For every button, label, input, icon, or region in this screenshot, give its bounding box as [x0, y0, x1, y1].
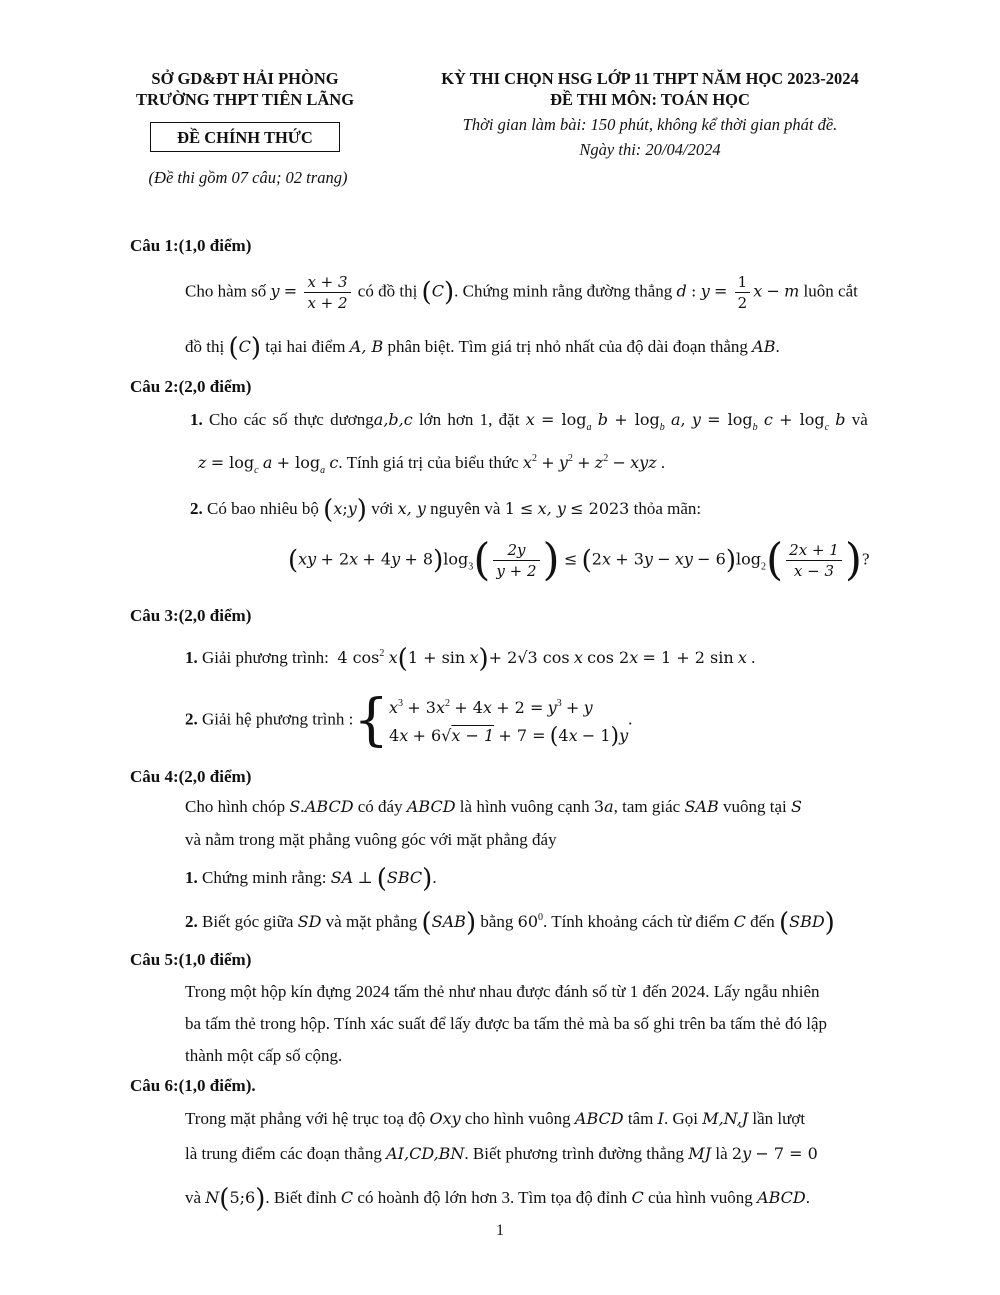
exam-title: KỲ THI CHỌN HSG LỚP 11 THPT NĂM HỌC 2023-2024: [441, 69, 859, 88]
question-6-line-3: và N(5;6). Biết đỉnh C có hoành độ lớn hơn 3. Tìm tọa độ đỉnh C của hình vuông ABCD.: [185, 1184, 810, 1214]
question-4-line-1: Cho hình chóp S.ABCD có đáy ABCD là hình vuông cạnh 3a, tam giác SAB vuông tại S: [185, 797, 802, 816]
question-6-heading: Câu 6:(1,0 điểm).: [130, 1076, 256, 1095]
question-2-heading: Câu 2:(2,0 điểm): [130, 377, 252, 396]
question-6-line-2: là trung điểm các đoạn thẳng AI,CD,BN. Biết phương trình đường thẳng MJ là 2y − 7 = 0: [185, 1144, 818, 1163]
question-5-line-3: thành một cấp số cộng.: [185, 1046, 343, 1065]
fraction-function: $\frac{x + 3}{x + 2}$: [304, 272, 350, 313]
question-2-part-2-line-1: 2. Có bao nhiêu bộ (x;y) với x, y nguyên và 1 ≤ x, y ≤ 2023 thỏa mãn:: [190, 495, 702, 525]
question-2-part-1-line-1: 1. Cho các số thực dươnga,b,c lớn hơn 1, đặt $x = \log_a b + \log_b a$, $y = \log_b c + \log_c b$ và: [190, 410, 868, 433]
equation-system: $x^3 + 3x^2 + 4x + 2 = y^3 + y$ 4x + 6√x − 1 + 7 = (4x − 1)y: [389, 697, 629, 750]
question-4-line-2: và nằm trong mặt phẳng vuông góc với mặt phẳng đáy: [185, 830, 557, 849]
question-1-line-1: Cho hàm số y = $\frac{x + 3}{x + 2}$ có đồ thị (C). Chứng minh rằng đường thẳng d : y = $\frac{1}{2}$ x − m luôn cắt: [185, 273, 858, 312]
header-right: [395, 68, 905, 160]
question-3-heading: Câu 3:(2,0 điểm): [130, 606, 252, 625]
question-2-part-1-line-2: $z = \log_c a + \log_a c$. Tính giá trị của biểu thức $x^2 + y^2 + z^2$ − xyz .: [198, 453, 666, 476]
school-name: TRƯỜNG THPT TIÊN LÃNG: [135, 90, 355, 109]
question-3-part-1: 1. Giải phương trình: 4 $\cos^2 x(1 + \sin x)+ 2√3$ cos x cos 2x = 1 + 2 sin x .: [185, 644, 756, 674]
question-2-inequality: $(xy + 2x + 4y + 8)\log_3$( $\frac{2y}{y + 2}$ ) ≤ (2x + 3y − xy − $6)\log_2$( $\frac{2x + 1}{x - 3}$ )?: [288, 534, 870, 586]
question-5-line-1: Trong một hộp kín đựng 2024 tấm thẻ như nhau được đánh số từ 1 đến 2024. Lấy ngẫu nhiên: [185, 982, 820, 1001]
question-6-line-1: Trong mặt phẳng với hệ trục toạ độ Oxy cho hình vuông ABCD tâm I. Gọi M,N,J lần lượt: [185, 1109, 806, 1128]
pages-note: (Đề thi gồm 07 câu; 02 trang): [148, 168, 348, 187]
header-left: [110, 68, 380, 110]
question-4-part-1: 1. Chứng minh rằng: SA ⊥ (SBC).: [185, 864, 437, 894]
question-5-line-2: ba tấm thẻ trong hộp. Tính xác suất để lấy được ba tấm thẻ mà ba số ghi trên ba tấm thẻ đó lập: [185, 1014, 827, 1033]
exam-subject: ĐỀ THI MÔN: TOÁN HỌC: [550, 90, 750, 109]
question-4-part-2: 2. Biết góc giữa SD và mặt phẳng (SAB) bằng $60^0$. Tính khoảng cách từ điểm C đến (SBD): [185, 908, 835, 938]
question-1-line-2: đồ thị (C) tại hai điểm A, B phân biệt. Tìm giá trị nhỏ nhất của độ dài đoạn thẳng AB.: [185, 333, 780, 363]
official-badge: ĐỀ CHÍNH THỨC: [150, 122, 340, 152]
exam-duration: Thời gian làm bài: 150 phút, không kể thời gian phát đề.: [462, 115, 838, 134]
exam-date: Ngày thi: 20/04/2024: [579, 140, 721, 159]
page-number: 1: [496, 1222, 504, 1239]
question-4-heading: Câu 4:(2,0 điểm): [130, 767, 252, 786]
department-name: SỞ GD&ĐT HẢI PHÒNG: [151, 69, 339, 88]
question-5-heading: Câu 5:(1,0 điểm): [130, 950, 252, 969]
fraction-half: $\frac{1}{2}$: [735, 272, 751, 313]
question-3-part-2: 2. Giải hệ phương trình :{ $x^3 + 3x^2 + 4x + 2 = y^3 + y$ 4x + 6√x − 1 + 7 = (4x − 1)y .: [185, 688, 633, 753]
question-1-heading: Câu 1:(1,0 điểm): [130, 236, 252, 255]
